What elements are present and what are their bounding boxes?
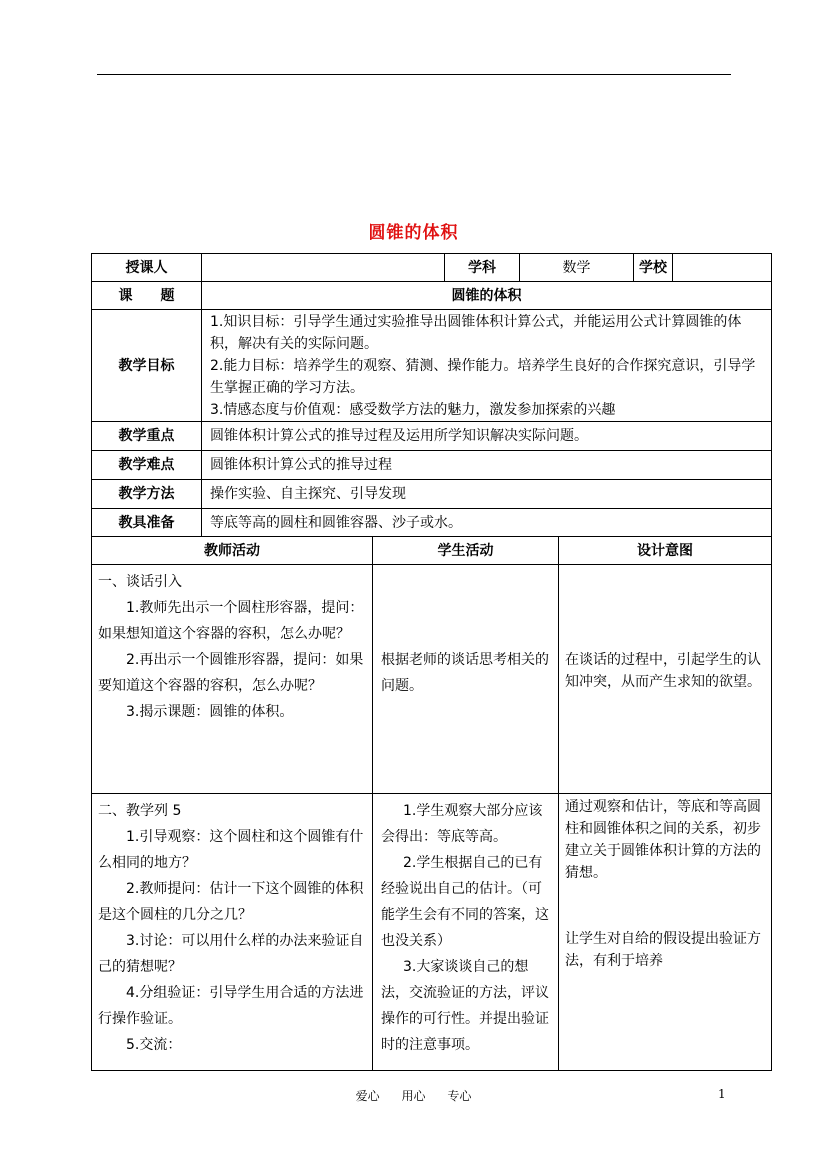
intent-text: 在谈话的过程中，引起学生的认知冲突，从而产生求知的欲望。 [565, 652, 761, 690]
header-rule [97, 74, 731, 75]
lesson-plan-table [91, 253, 772, 1071]
teacher-step: 5.交流： [126, 1037, 182, 1053]
difficulty-label: 教学难点 [92, 451, 202, 480]
student-step: 1.学生观察大部分应该会得出：等底等高。 [381, 803, 543, 845]
teacher-label: 授课人 [92, 254, 202, 282]
footer-motto [0, 1087, 827, 1104]
student-activity-intro [373, 565, 559, 794]
difficulty-value: 圆锥体积计算公式的推导过程 [202, 451, 772, 480]
teacher-step: 2.再出示一个圆锥形容器，提问：如果要知道这个容器的容积，怎么办呢？ [98, 652, 364, 694]
info-row-method [92, 480, 772, 509]
page-number: 1 [718, 1087, 726, 1101]
teacher-step: 3.讨论：可以用什么样的办法来验证自己的猜想呢？ [98, 933, 364, 975]
footer-word: 专心 [447, 1089, 472, 1103]
footer-word: 爱心 [355, 1089, 380, 1103]
student-activity-teaching [373, 794, 559, 1071]
teacher-step: 1.教师先出示一个圆柱形容器，提问：如果想知道这个容器的容积，怎么办呢？ [98, 600, 364, 642]
activity-header-row [92, 537, 772, 565]
school-label: 学校 [634, 254, 673, 282]
section-heading: 一、谈话引入 [98, 574, 182, 590]
teacher-activity-teaching [92, 794, 373, 1071]
teacher-value [202, 254, 445, 282]
tools-value: 等底等高的圆柱和圆锥容器、沙子或水。 [202, 509, 772, 537]
info-row-teacher [92, 254, 772, 282]
section-heading: 二、教学列 5 [98, 803, 182, 819]
subject-value: 数学 [520, 254, 634, 282]
info-row-tools [92, 509, 772, 537]
info-row-difficulty [92, 451, 772, 480]
student-step: 2.学生根据自己的已有经验说出自己的估计。（可能学生会有不同的答案，这也没关系） [381, 855, 549, 949]
info-row-goals [92, 310, 772, 422]
intent-text: 让学生对自给的假设提出验证方法，有利于培养 [565, 931, 761, 969]
student-step: 3.大家谈谈自己的想法，交流验证的方法，评议操作的可行性。并提出验证时的注意事项。 [381, 959, 549, 1053]
goals-label: 教学目标 [92, 310, 202, 422]
key-value: 圆锥体积计算公式的推导过程及运用所学知识解决实际问题。 [202, 422, 772, 451]
activity-row-intro [92, 565, 772, 794]
school-value [673, 254, 772, 282]
goal-item: 1.知识目标：引导学生通过实验推导出圆锥体积计算公式，并能运用公式计算圆锥的体积，解决有关的实际问题。 [210, 313, 742, 352]
topic-value: 圆锥的体积 [202, 282, 772, 310]
intent-text: 通过观察和估计，等底和等高圆柱和圆锥体积之间的关系，初步建立关于圆锥体积计算的方法的猜想。 [565, 799, 761, 881]
design-intent-intro [559, 565, 772, 794]
info-row-topic [92, 282, 772, 310]
design-intent-header: 设计意图 [559, 537, 772, 565]
teacher-step: 3.揭示课题：圆锥的体积。 [126, 704, 294, 720]
teacher-step: 2.教师提问：估计一下这个圆锥的体积是这个圆柱的几分之几？ [98, 881, 364, 923]
teacher-activity-header: 教师活动 [92, 537, 373, 565]
key-label: 教学重点 [92, 422, 202, 451]
tools-label: 教具准备 [92, 509, 202, 537]
student-activity-header: 学生活动 [373, 537, 559, 565]
goal-item: 2.能力目标：培养学生的观察、猜测、操作能力。培养学生良好的合作探究意识，引导学生掌握正确的学习方法。 [210, 357, 756, 396]
method-value: 操作实验、自主探究、引导发现 [202, 480, 772, 509]
design-intent-teaching [559, 794, 772, 1071]
teacher-step: 1.引导观察：这个圆柱和这个圆锥有什么相同的地方？ [98, 829, 364, 871]
footer-word: 用心 [401, 1089, 426, 1103]
student-step: 根据老师的谈话思考相关的问题。 [381, 652, 549, 694]
goal-item: 3.情感态度与价值观：感受数学方法的魅力，激发参加探索的兴趣 [210, 401, 616, 418]
teacher-activity-intro [92, 565, 373, 794]
topic-label: 课 题 [92, 282, 202, 310]
page-title: 圆锥的体积 [368, 223, 459, 243]
info-row-key [92, 422, 772, 451]
goals-cell [202, 310, 772, 422]
teacher-step: 4.分组验证：引导学生用合适的方法进行操作验证。 [98, 985, 364, 1027]
method-label: 教学方法 [92, 480, 202, 509]
subject-label: 学科 [445, 254, 520, 282]
activity-row-teaching [92, 794, 772, 1071]
